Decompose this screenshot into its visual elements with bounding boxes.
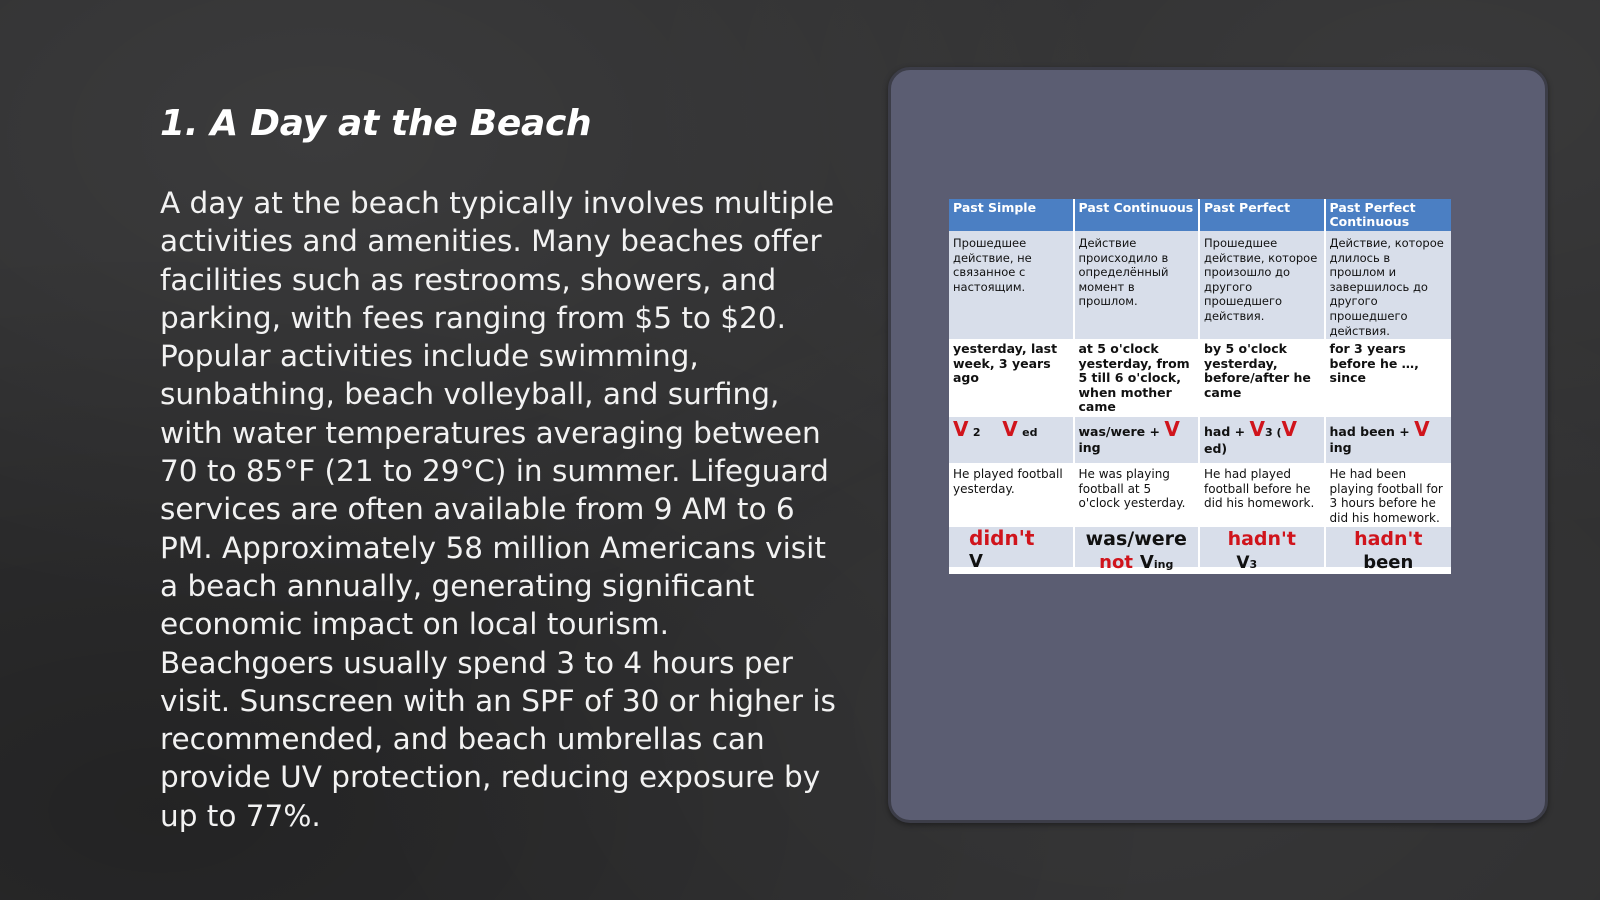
formula-cell-past-perfect-continuous bbox=[1326, 417, 1452, 463]
header-past-simple: Past Simple bbox=[949, 199, 1075, 231]
formula-cell-past-continuous bbox=[1075, 417, 1201, 463]
table-row-formula bbox=[949, 417, 1451, 463]
time-marker-cell: for 3 years before he …, since bbox=[1326, 339, 1452, 417]
table-row-description bbox=[949, 231, 1451, 339]
table-row-time-markers bbox=[949, 339, 1451, 417]
formula-verb: V bbox=[953, 417, 969, 441]
negative-word: hadn't bbox=[1354, 528, 1423, 550]
negative-word: didn't bbox=[969, 526, 1035, 550]
table-row-negative bbox=[949, 526, 1451, 573]
negative-aux: was/were bbox=[1085, 528, 1187, 550]
formula-suffix: ed bbox=[1022, 426, 1038, 439]
formula-verb: V bbox=[1002, 417, 1018, 441]
header-past-continuous: Past Continuous bbox=[1075, 199, 1201, 231]
time-marker-cell: by 5 o'clock yesterday, before/after he came bbox=[1200, 339, 1326, 417]
negative-verb: V bbox=[1139, 552, 1154, 573]
time-marker-cell: yesterday, last week, 3 years ago bbox=[949, 339, 1075, 417]
formula-form: 3 bbox=[1264, 426, 1273, 439]
description-cell: Прошедшее действие, которое произошло до другого прошедшего действия. bbox=[1200, 231, 1326, 339]
formula-verb: V bbox=[1414, 417, 1430, 441]
table-header-row bbox=[949, 199, 1451, 231]
formula-suffix: ing bbox=[1078, 440, 1101, 455]
formula-cell-past-simple bbox=[949, 417, 1075, 463]
formula-suffix: ed) bbox=[1204, 441, 1228, 456]
example-cell: He was playing football at 5 o'clock yesterday. bbox=[1075, 463, 1201, 527]
formula-verb: V bbox=[1281, 417, 1297, 441]
slide-body-text: A day at the beach typically involves multiple activities and amenities. Many beaches offer facilities such as restrooms, showers, and parking, with fees ranging from $5 to $20. Popular activities include swimming, sunbathing, beach volleyball, and surfing, with water temperatures averaging between 70 to 85°F (21 to 29°C) in summer. Lifeguard services are often available from 9 AM to 6 PM. Approximately 58 million Americans visit a beach annually, generating significant economic impact on local tourism. Beachgoers usually spend 3 to 4 hours per visit. Sunscreen with an SPF of 30 or higher is recommended, and beach umbrellas can provide UV protection, reducing exposure by up to 77%. bbox=[160, 186, 836, 833]
negative-verb bbox=[1236, 553, 1257, 573]
negative-cell-past-perfect bbox=[1200, 527, 1326, 573]
formula-suffix: ing bbox=[1329, 440, 1352, 455]
negative-suffix: ing bbox=[1153, 558, 1174, 571]
formula-verb: V bbox=[1164, 417, 1180, 441]
negative-form: 3 bbox=[1249, 558, 1258, 571]
header-past-perfect-continuous: Past Perfect Continuous bbox=[1326, 199, 1452, 231]
negative-aux: been bbox=[1363, 552, 1414, 573]
formula-cell-past-perfect bbox=[1200, 417, 1326, 463]
table-row-examples bbox=[949, 463, 1451, 527]
negative-verb: V bbox=[969, 551, 983, 572]
slide-title: 1. A Day at the Beach bbox=[160, 103, 592, 144]
negative-verb-letter: V bbox=[1236, 553, 1250, 573]
example-cell: He had been playing football for 3 hours before he did his homework. bbox=[1326, 463, 1452, 527]
formula-verb: V bbox=[1249, 417, 1265, 441]
description-cell: Действие, которое длилось в прошлом и завершилось до другого прошедшего действия. bbox=[1326, 231, 1452, 339]
formula-aux: was/were + bbox=[1078, 424, 1165, 439]
negative-cell-past-continuous bbox=[1075, 527, 1201, 573]
description-cell: Прошедшее действие, не связанное с настоящим. bbox=[949, 231, 1075, 339]
formula-aux: had + bbox=[1204, 424, 1250, 439]
example-cell: He had played football before he did his homework. bbox=[1200, 463, 1326, 527]
example-cell: He played football yesterday. bbox=[949, 463, 1075, 527]
negative-word: hadn't bbox=[1227, 528, 1296, 550]
time-marker-cell: at 5 o'clock yesterday, from 5 till 6 o'clock, when mother came bbox=[1075, 339, 1201, 417]
formula-form: 2 bbox=[972, 426, 981, 439]
negative-word: not bbox=[1099, 552, 1133, 573]
negative-cell-past-simple bbox=[949, 526, 1075, 572]
past-tenses-table-image bbox=[949, 199, 1451, 574]
formula-paren: ( bbox=[1272, 426, 1282, 439]
formula-aux: had been + bbox=[1329, 424, 1415, 439]
description-cell: Действие происходило в определённый момент в прошлом. bbox=[1075, 231, 1201, 339]
negative-cell-past-perfect-continuous bbox=[1326, 527, 1452, 573]
header-past-perfect: Past Perfect bbox=[1200, 199, 1326, 231]
